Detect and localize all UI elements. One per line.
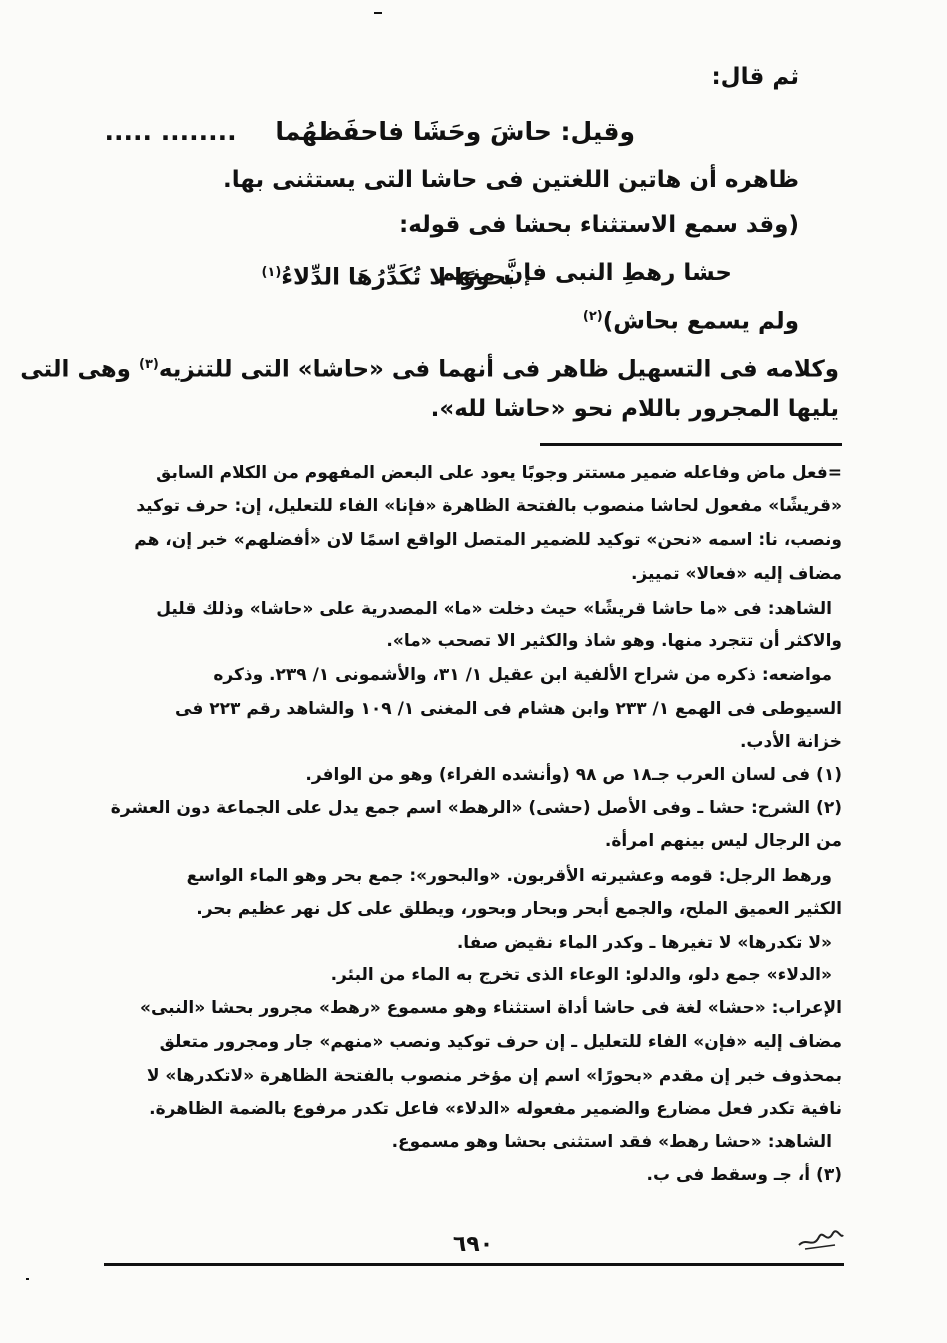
- footnote-line-4: مضاف إليه «فعالا» تمييز.: [630, 564, 842, 584]
- footnote-2-line-1: (٢) الشرح: حشا ـ وفى الأصل (حشى) «الرهط» اسم جمع يدل على الجماعة دون العشرة: [110, 798, 842, 818]
- footnote-3: (٣) أ، جـ وسقط فى ب.: [646, 1165, 842, 1185]
- main-line-3: ظاهره أن هاتين اللغتين فى حاشا التى يستثنى بها.: [222, 167, 799, 193]
- top-mark: [374, 12, 382, 14]
- main-line-8: يليها المجرور باللام نحو «حاشا لله».: [430, 396, 839, 422]
- footnote-separator: [540, 443, 842, 446]
- footnote-ref-1: (١): [261, 265, 282, 280]
- margin-speck: [26, 1278, 29, 1280]
- page-number: ٦٩٠: [452, 1232, 494, 1257]
- verse-dots: ........ .....: [104, 117, 237, 146]
- footnote-2-line-4: الكثير العميق الملح، والجمع أبحر وبحار وبحور، ويطلق على كل نهر عظيم بحر.: [196, 899, 842, 919]
- footnote-2-line-5: «لا تكدرها» لا تغيرها ـ وكدر الماء نقيض صفا.: [456, 933, 832, 953]
- footnote-line-5: الشاهد: فى «ما حاشا قريشًا» حيث دخلت «ما» المصدرية على «حاشا» وذلك قليل: [156, 599, 832, 619]
- footnote-line-2: «قريشًا» مفعول لحاشا منصوب بالفتحة الظاهرة «فإنا» الفاء للتعليل، إن: حرف توكيد: [136, 496, 842, 516]
- footnote-2-line-2: من الرجال ليس بينهم امرأة.: [604, 831, 842, 851]
- footnote-2-line-6: «الدلاء» جمع دلو، والدلو: الوعاء الذى تخرج به الماء من البئر.: [330, 965, 832, 985]
- verse-text: وقيل: حاشَ وحَشَا فاحفَظهُما: [275, 117, 635, 146]
- main-line-7: [20, 350, 839, 385]
- footnote-2-line-11: الشاهد: «حشا رهط» فقد استثنى بحشا وهو مسموع.: [391, 1132, 832, 1152]
- poem-left-text: بحورًا لا تُكَدِّرُهَا الدِّلاءُ: [281, 264, 515, 291]
- footnote-ref-2: (٢): [582, 309, 603, 324]
- main-line-7a: وكلامه فى التسهيل ظاهر فى أنهما فى «حاشا» التى للتنزيه: [158, 356, 839, 383]
- footnote-1: (١) فى لسان العرب جـ١٨ ص ٩٨ (وأنشده الفراء) وهو من الوافر.: [305, 765, 842, 785]
- footnote-line-9: خزانة الأدب.: [739, 732, 842, 752]
- footnote-2-line-10: نافية تكدر فعل مضارع والضمير مفعوله «الدلاء» فاعل تكدر مرفوع بالضمة الظاهرة.: [149, 1099, 842, 1119]
- footnote-2-line-8: مضاف إليه «فإن» الفاء للتعليل ـ إن حرف توكيد ونصب «منهم» جار ومجرور متعلق: [159, 1032, 842, 1052]
- footnote-line-1: =فعل ماض وفاعله ضمير مستتر وجوبًا يعود على البعض المفهوم من الكلام السابق: [156, 463, 842, 483]
- handwritten-mark: [795, 1215, 845, 1255]
- main-line-1: ثم قال:: [711, 64, 799, 90]
- poem-left-hemistich: [195, 258, 515, 293]
- footnote-line-3: ونصب، نا: اسمه «نحن» توكيد للضمير المتصل الواقع اسمًا لان «أفضلهم» خبر إن، هم: [134, 530, 842, 550]
- footnote-2-line-3: ورهط الرجل: قومه وعشيرته الأقربون. «والبحور»: جمع بحر وهو الماء الواسع: [186, 866, 832, 886]
- main-line-7b: وهى التى: [20, 356, 139, 383]
- main-line-4: (وقد سمع الاستثناء بحشا فى قوله:: [399, 212, 799, 238]
- bottom-rule: [104, 1263, 844, 1266]
- verse-line: [104, 117, 635, 147]
- main-line-6: [159, 302, 799, 337]
- poem-right-hemistich: حشا رهطِ النبى فإنَّ منهم: [438, 260, 732, 286]
- footnote-2-line-7: الإعراب: «حشا» لغة فى حاشا أداة استثناء وهو مسموع «رهط» مجرور بحشا «النبى»: [139, 998, 842, 1018]
- footnote-line-7: مواضعه: ذكره من شراح الألفية ابن عقيل ١/ ٣١، والأشمونى ١/ ٢٣٩. وذكره: [213, 665, 832, 685]
- footnote-2-line-9: بمحذوف خبر إن مقدم «بحورًا» اسم إن مؤخر منصوب بالفتحة الظاهرة «لاتكدرها» لا: [146, 1066, 842, 1086]
- footnote-ref-3: (٣): [138, 357, 159, 372]
- footnote-line-8: السيوطى فى الهمع ١/ ٢٣٣ وابن هشام فى المغنى ١/ ١٠٩ والشاهد رقم ٢٢٣ فى: [175, 699, 842, 719]
- footnote-line-6: والاكثر أن تتجرد منها. وهو شاذ والكثير الا تصحب «ما».: [386, 631, 842, 651]
- main-line-6-text: ولم يسمع بحاش): [602, 308, 799, 335]
